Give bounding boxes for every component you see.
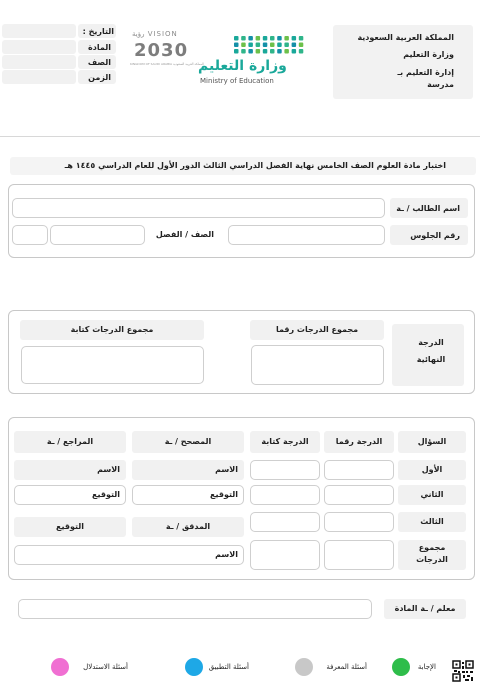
auditor-label: المدقق / ـة [165,522,211,531]
header-line-country: المملكة العربية السعودية [357,33,454,42]
auditor-signature-label: التوقيع [56,522,84,531]
ministry-logo-ar: وزارة التعليم [198,58,287,74]
header-question-label: السؤال [417,437,447,446]
student-name-label: اسم الطالب / ـة [396,204,460,213]
row-second-numeric[interactable] [324,485,394,505]
qr-code-icon [452,660,474,682]
written-total-field[interactable] [21,346,204,384]
vision-logo-year: 2030 [134,40,189,61]
written-total-label: مجموع الدرجات كتابة [70,325,154,334]
date-label: التاريخ : [82,27,114,36]
reasoning-legend-label: أسئلة الاستدلال [83,663,128,671]
reviewer-signature-label: التوقيع [92,490,120,499]
time-value-box[interactable] [2,70,76,84]
row-third-written[interactable] [250,512,320,532]
row-first-label: الأول [421,465,443,474]
row-total-numeric[interactable] [324,540,394,570]
answer-legend-label: الإجابة [417,663,436,671]
header-corrector-label: المصحح / ـة [164,437,212,446]
application-legend-label: أسئلة التطبيق [208,663,249,671]
reasoning-legend-dot [51,658,69,676]
application-legend-dot [185,658,203,676]
header-line-ministry: وزارة التعليم [403,50,454,59]
student-info-panel [8,184,475,258]
date-value-box[interactable] [2,24,76,38]
class-field[interactable] [50,225,145,245]
teacher-name-field[interactable] [18,599,372,619]
corrector-signature-label: التوقيع [210,490,238,499]
header-divider [0,136,480,137]
knowledge-legend-label: أسئلة المعرفة [326,663,367,671]
seat-label: رقم الجلوس [410,231,460,240]
knowledge-legend-dot [295,658,313,676]
teacher-label: معلم / ـة المادة [394,604,456,613]
grade-label: الصف [87,58,111,67]
row-total-written[interactable] [250,540,320,570]
auditor-name-box[interactable] [14,545,244,565]
auditor-name-label: الاسم [215,550,238,559]
vision-logo-sub: المملكة العربية السعودية KINGDOM OF SAUDI ARABIA [130,62,204,66]
row-third-label: الثالث [420,517,444,526]
section-field[interactable] [12,225,48,245]
header-line-directorate: إدارة التعليم بـ [397,68,454,77]
numeric-total-field[interactable] [251,345,384,385]
header-line-school: مدرسة [427,80,454,89]
row-third-numeric[interactable] [324,512,394,532]
ministry-logo-en: Ministry of Education [200,77,274,85]
class-label: الصف / الفصل [155,230,214,239]
subject-value-box[interactable] [2,40,76,54]
vision-logo-top: VISION رؤية [132,30,178,38]
corrector-name-label: الاسم [215,465,238,474]
numeric-total-label: مجموع الدرجات رقما [275,325,359,334]
exam-title: اختبار مادة العلوم الصف الخامس نهاية الفصل الدراسي الثالث الدور الأول للعام الدراسي ١٤٤٥ هـ [64,161,446,170]
header-written-label: الدرجة كتابة [261,437,309,446]
subject-label: المادة [88,43,111,52]
row-first-written[interactable] [250,460,320,480]
row-first-numeric[interactable] [324,460,394,480]
answer-legend-dot [392,658,410,676]
header-numeric-label: الدرجة رقما [335,437,383,446]
row-second-written[interactable] [250,485,320,505]
row-second-label: الثاني [420,490,444,499]
header-reviewer-label: المراجع / ـة [46,437,94,446]
row-total-label: مجموع الدرجات [416,543,448,564]
seat-number-field[interactable] [228,225,385,245]
reviewer-name-label: الاسم [97,465,120,474]
ministry-logo-mark [232,34,308,56]
time-label: الزمن [88,73,111,82]
student-name-field[interactable] [12,198,385,218]
final-grade-label: الدرجة النهائية [416,338,446,364]
grade-value-box[interactable] [2,55,76,69]
